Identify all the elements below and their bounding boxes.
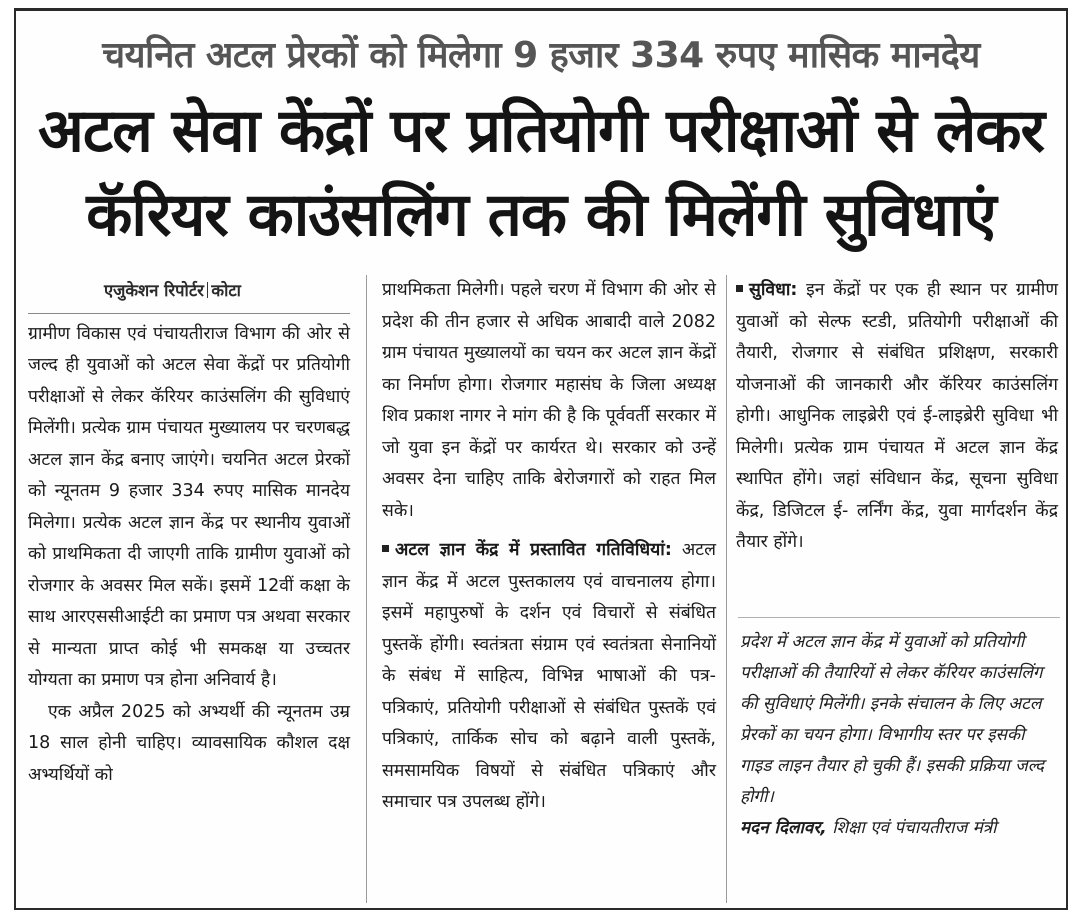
column-divider (366, 275, 367, 903)
body-paragraph: प्राथमिकता मिलेगी। पहले चरण में विभाग की ओर से प्रदेश की तीन हजार से अधिक आबादी वाले 2082 ग्राम पंचायत मुख्यालयों का चयन कर अटल ज्ञान केंद्रों का निर्माण होगा। रोजगार महासंघ के जिला अध्यक्ष शिव प्रकाश नागर ने मांग की है कि पूर्ववर्ती सरकार में जो युवा इन केंद्रों पर कार्यरत थे। सरकार को उन्हें अवसर देना चाहिए ताकि बेरोजगारों को राहत मिल सके। (382, 280, 716, 521)
article-column-2 (382, 275, 716, 819)
byline-reporter: एजुकेशन रिपोर्टर (104, 281, 204, 300)
newspaper-clipping (14, 8, 1068, 910)
quote-attribution (740, 813, 1058, 844)
column-divider (726, 275, 727, 903)
body-paragraph (28, 697, 350, 792)
subheading: सुविधा: (749, 280, 798, 300)
main-headline-line-2: कॅरियर काउंसलिंग तक की मिलेंगी सुविधाएं (86, 180, 996, 250)
article-column-1 (28, 275, 350, 791)
byline-separator (207, 282, 209, 298)
pull-quote (740, 627, 1058, 844)
body-paragraph (382, 535, 716, 819)
body-text: अटल ज्ञान केंद्र में अटल पुस्तकालय एवं वाचनालय होगा। इसमें महापुरुषों के दर्शन एवं विचारों से संबंधित पुस्तकें होंगी। स्वतंत्रता संग्राम एवं स्वतंत्रता सेनानियों के संबंध में साहित्य, विभिन्न भाषाओं की पत्र-पत्रिकाएं, प्रतियोगी परीक्षाओं से संबंधित पुस्तकें एवं पत्रिकाएं, तार्किक सोच को बढ़ाने वाली पुस्तकें, समसामयिक विषयों से संबंधित पत्रिकाएं और समाचार पत्र उपलब्ध होंगे। (382, 540, 716, 812)
bullet-square-icon (736, 285, 743, 292)
byline-rule (28, 313, 350, 314)
quote-text: प्रदेश में अटल ज्ञान केंद्र में युवाओं को प्रतियोगी परीक्षाओं की तैयारियों से लेकर कॅरियर काउंसलिंग की सुविधाएं मिलेंगी। इनके संचालन के लिए अटल प्रेरकों का चयन होगा। विभागीय स्तर पर इसकी गाइड लाइन तैयार हो चुकी हैं। इसकी प्रक्रिया जल्द होगी। (740, 632, 1045, 807)
kicker-headline: चयनित अटल प्रेरकों को मिलेगा 9 हजार 334 रुपए मासिक मानदेय (102, 35, 980, 76)
quote-name: मदन दिलावर, (740, 818, 827, 838)
quote-title: शिक्षा एवं पंचायतीराज मंत्री (832, 818, 997, 838)
byline (28, 275, 350, 307)
body-text: इन केंद्रों पर एक ही स्थान पर ग्रामीण युवाओं को सेल्फ स्टडी, प्रतियोगी परीक्षाओं की तैयारी, रोजगार से संबंधित प्रशिक्षण, सरकारी योजनाओं की जानकारी और कॅरियर काउंसलिंग होगी। आधुनिक लाइब्रेरी एवं ई-लाइब्रेरी सुविधा भी मिलेगी। प्रत्येक ग्राम पंचायत में अटल ज्ञान केंद्र स्थापित होंगे। जहां संविधान केंद्र, सूचना सुविधा केंद्र, डिजिटल ई- लर्निंग केंद्र, युवा मार्गदर्शन केंद्र तैयार होंगे। (736, 280, 1058, 552)
bullet-square-icon (382, 545, 389, 552)
quote-divider (738, 617, 1060, 618)
byline-city: कोटा (211, 281, 241, 300)
body-paragraph (736, 275, 1058, 559)
body-text: एक अप्रैल 2025 को अभ्यर्थी की न्यूनतम उम्र 18 साल होनी चाहिए। व्यावसायिक कौशल दक्ष अभ्यर्थियों को (28, 701, 350, 785)
body-paragraph: ग्रामीण विकास एवं पंचायतीराज विभाग की ओर से जल्द ही युवाओं को अटल सेवा केंद्रों पर प्रतियोगी परीक्षाओं से लेकर कॅरियर काउंसलिंग की सुविधाएं मिलेंगी। प्रत्येक ग्राम पंचायत मुख्यालय पर चरणबद्ध अटल ज्ञान केंद्र बनाए जाएंगे। चयनित अटल प्रेरकों को न्यूनतम 9 हजार 334 रुपए मासिक मानदेय मिलेगा। प्रत्येक अटल ज्ञान केंद्र पर स्थानीय युवाओं को प्राथमिकता दी जाएगी ताकि ग्रामीण युवाओं को रोजगार के अवसर मिल सकें। इसमें 12वीं कक्षा के साथ आरएससीआईटी का प्रमाण पत्र अथवा सरकार से मान्यता प्राप्त कोई भी समकक्ष या उच्चतर योग्यता का प्रमाण पत्र होना अनिवार्य है। (28, 323, 350, 690)
subheading: अटल ज्ञान केंद्र में प्रस्तावित गतिविधियां: (395, 540, 672, 560)
article-column-3 (736, 275, 1058, 559)
main-headline-line-1: अटल सेवा केंद्रों पर प्रतियोगी परीक्षाओं से लेकर (38, 96, 1044, 166)
